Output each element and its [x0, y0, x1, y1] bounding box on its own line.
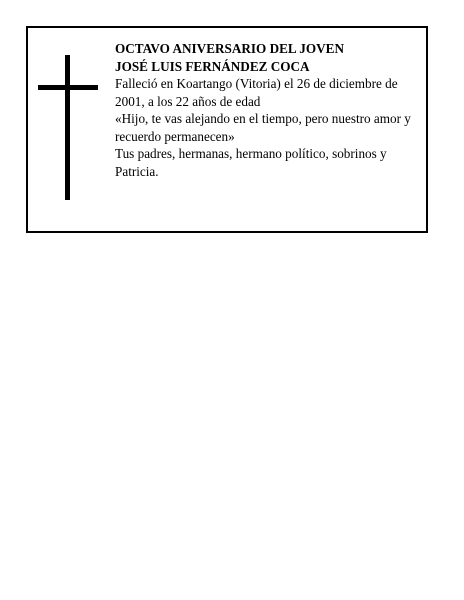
family-signature: Tus padres, hermanas, hermano político, sobrinos y Patricia. — [115, 146, 387, 179]
notice-text — [115, 40, 425, 180]
notice-heading-line2: JOSÉ LUIS FERNÁNDEZ COCA — [115, 58, 310, 74]
notice-heading-line1: OCTAVO ANIVERSARIO DEL JOVEN — [115, 41, 344, 56]
cross-vertical-bar — [65, 55, 70, 200]
memorial-quote: «Hijo, te vas alejando en el tiempo, pero nuestro amor y recuerdo permanecen» — [115, 111, 411, 144]
death-info: Falleció en Koartango (Vitoria) el 26 de diciembre de 2001, a los 22 años de edad — [115, 76, 398, 109]
obituary-notice — [26, 26, 428, 233]
cross-icon — [38, 55, 98, 200]
cross-horizontal-bar — [38, 85, 98, 90]
